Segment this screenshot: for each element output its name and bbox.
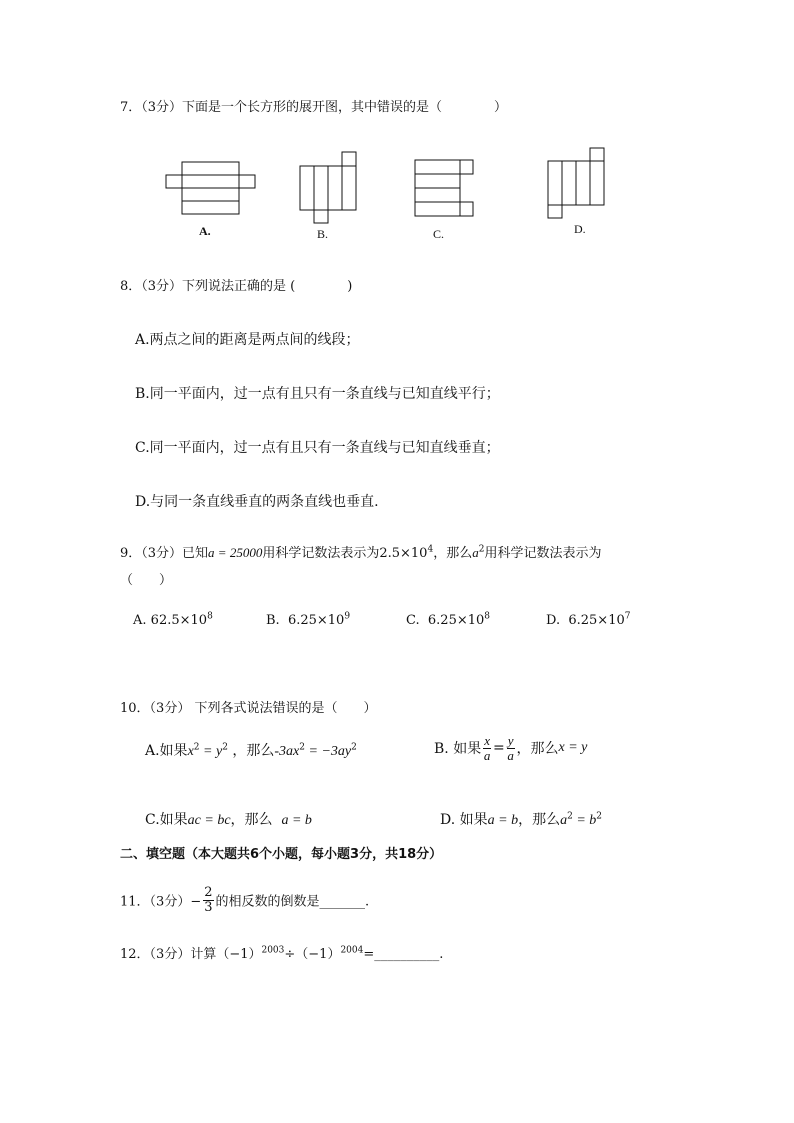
q9-option-b: [266, 613, 350, 628]
q8-option-a: A.两点之间的距离是两点间的线段；: [135, 332, 360, 348]
q12-exp2: 2004: [340, 945, 364, 956]
q10-d-label: D. 如果: [440, 812, 488, 828]
q9-prefix: 9．（3分）已知: [120, 546, 209, 561]
q9-option-d-exp: 7: [624, 611, 631, 622]
q10-d-res-exp2: 2: [596, 811, 603, 822]
q9-option-d-value: 6.25×10: [568, 613, 625, 628]
q10-b-den2: a: [507, 747, 514, 763]
figure-d-label: D.: [574, 222, 586, 236]
q11-den: 3: [204, 899, 213, 915]
figure-d-net: [548, 148, 608, 220]
figure-a: [166, 160, 258, 220]
q12-prefix: 12．（3分）计算（−1）: [120, 947, 262, 962]
q9-option-b-value: 6.25×10: [287, 613, 345, 628]
q9-option-a-label: A.: [133, 613, 147, 628]
q9-a-equation: a = 25000: [208, 545, 263, 560]
q12-exp1: 2003: [261, 945, 285, 956]
q10-b-den1: a: [483, 747, 491, 763]
q10-b-fraction-2: [507, 734, 515, 762]
q9-mid2: ，那么: [433, 546, 473, 561]
q10-c-then: ，那么: [230, 812, 273, 828]
q9-option-c: [406, 613, 490, 628]
q9-blank: （ ）: [120, 573, 173, 588]
q10-d-res-exp: 2: [567, 811, 573, 822]
q9-option-b-label: B.: [266, 613, 280, 628]
q10-b-eq: =: [492, 740, 505, 757]
q10-c-result: a = b: [281, 813, 312, 828]
q11-fraction: [203, 886, 213, 914]
q10-a-expr: -3ax: [274, 744, 300, 759]
q9-option-a-exp: 8: [207, 611, 213, 622]
q10-d-res-base: a: [560, 813, 568, 828]
q9-a-exp: 2: [478, 544, 485, 555]
q9-stem: [120, 542, 601, 561]
figure-c: [415, 160, 477, 222]
q8-option-b: B.同一平面内，过一点有且只有一条直线与已知直线平行；: [135, 386, 500, 402]
q10-option-c: [145, 809, 312, 829]
q11-prefix: 11．（3分）−: [120, 894, 202, 910]
q10-a-then: ，那么: [227, 743, 275, 759]
q9-sci-exp: 4: [427, 544, 434, 555]
q9-option-a: [133, 613, 213, 628]
q10-a-eq: =: [199, 744, 216, 759]
figure-c-net: [415, 160, 477, 218]
q12-suffix: =__________.: [363, 947, 444, 962]
figure-b: [300, 152, 360, 228]
q10-b-label: B. 如果: [434, 741, 482, 758]
q8-stem: 8．（3分）下列说法正确的是 ( ): [120, 279, 353, 294]
q11-stem: [120, 886, 369, 914]
q8-option-c: C.同一平面内，过一点有且只有一条直线与已知直线垂直；: [135, 440, 500, 456]
q10-stem: 10．（3分） 下列各式说法错误的是（ ）: [120, 701, 377, 716]
q10-option-a: [145, 740, 357, 760]
q9-suffix: 用科学记数法表示为: [484, 546, 602, 561]
figure-d: [548, 148, 608, 224]
q10-a-expr2-exp: 2: [351, 742, 357, 753]
q10-a-label: A.如果: [145, 743, 188, 759]
q8-option-d: D.与同一条直线垂直的两条直线也垂直.: [135, 494, 379, 510]
q12-stem: [120, 943, 443, 962]
q9-option-a-value: 62.5×10: [150, 613, 208, 628]
q10-b-then: ，那么: [516, 741, 559, 758]
q10-a-rhs: y: [215, 744, 223, 759]
q9-option-b-exp: 9: [344, 611, 351, 622]
figure-a-label: A.: [199, 224, 211, 238]
figure-a-net: [166, 160, 258, 216]
q10-a-expr-exp: 2: [299, 742, 305, 753]
q9-option-c-value: 6.25×10: [427, 613, 485, 628]
q11-num: 2: [204, 885, 213, 900]
q10-a-expr2: = −3ay: [305, 744, 352, 759]
q10-d-then: ，那么: [518, 812, 561, 828]
q10-b-fraction-1: [483, 734, 491, 762]
figure-b-net: [300, 152, 360, 224]
q9-mid: 用科学记数法表示为: [262, 546, 380, 561]
q7-stem: 7．（3分）下面是一个长方形的展开图，其中错误的是（ ）: [120, 100, 508, 115]
q9-sci: 2.5×10: [379, 546, 428, 561]
q10-b-num1: x: [484, 733, 490, 748]
q10-b-result: x = y: [558, 740, 588, 756]
q10-a-rhs-exp: 2: [222, 742, 228, 753]
q9-option-d: [546, 613, 630, 628]
q10-a-lhs-exp: 2: [193, 742, 200, 753]
figure-b-label: B.: [317, 227, 329, 241]
q9-option-c-label: C.: [406, 613, 420, 628]
q11-suffix: 的相反数的倒数是_______.: [215, 894, 370, 910]
figure-c-label: C.: [433, 227, 445, 241]
section-heading-fill-in: 二、填空题（本大题共6个小题，每小题3分，共18分）: [120, 847, 443, 862]
q10-option-b: [434, 734, 587, 762]
q10-b-num2: y: [507, 733, 514, 748]
q10-d-res-eq: = b: [572, 813, 597, 828]
q10-c-cond: ac = bc: [187, 813, 231, 828]
q10-c-label: C.如果: [145, 812, 188, 828]
q12-mid: ÷（−1）: [284, 947, 341, 962]
q10-a-lhs: x: [187, 744, 194, 759]
q9-a-var: a: [472, 545, 479, 560]
q10-d-cond: a = b: [487, 813, 519, 828]
q10-option-d: [440, 809, 602, 829]
q9-option-d-label: D.: [546, 613, 561, 628]
q9-option-c-exp: 8: [484, 611, 491, 622]
